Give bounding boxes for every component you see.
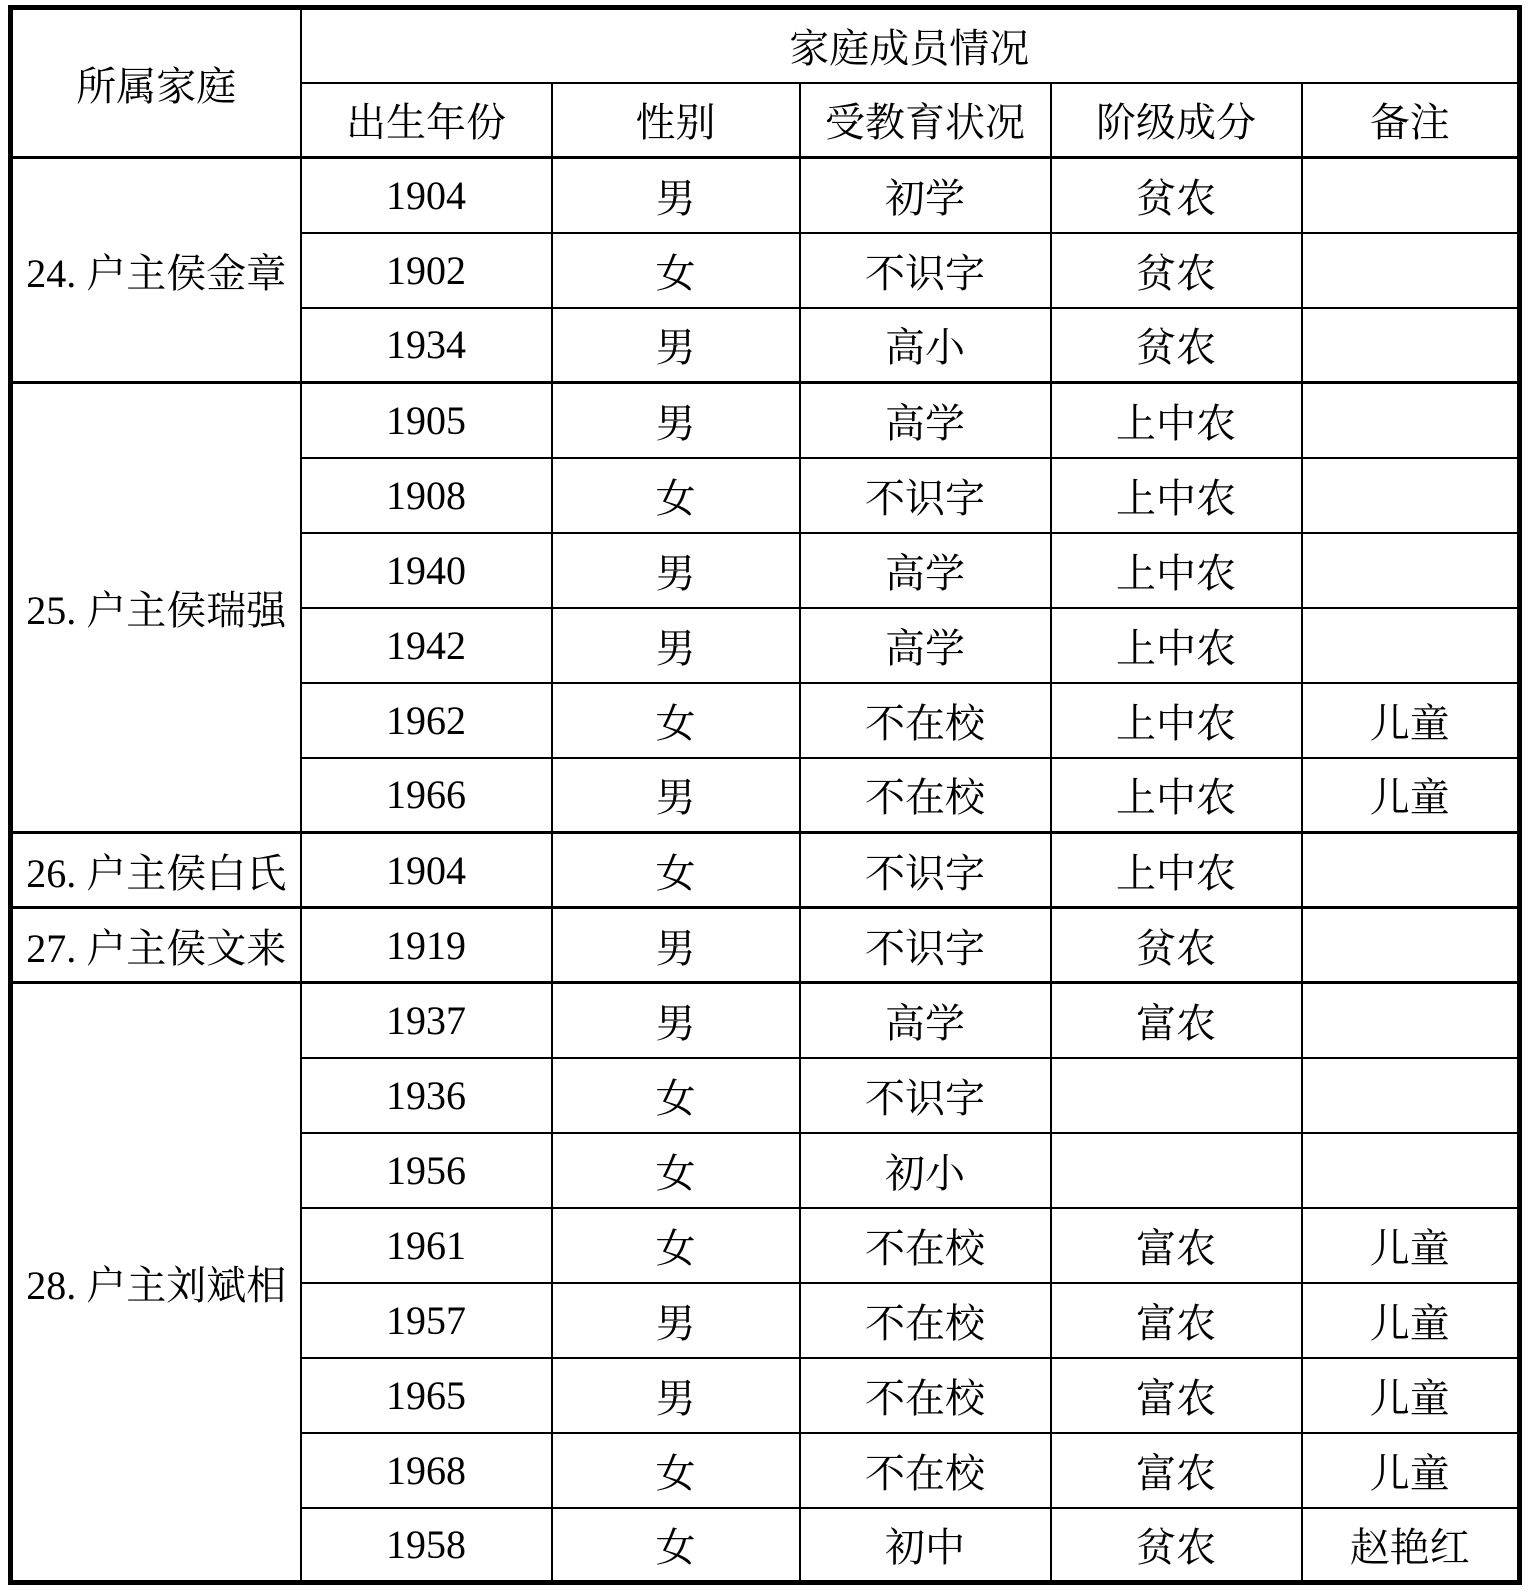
members-span-header: 家庭成员情况 [301,8,1520,83]
gender-cell: 女 [552,833,800,908]
gender-cell: 女 [552,1133,800,1208]
birth-year-cell: 1919 [301,908,552,983]
class-cell: 上中农 [1051,533,1302,608]
class-cell [1051,1133,1302,1208]
note-cell: 儿童 [1302,683,1520,758]
education-cell: 高小 [800,308,1051,383]
birth-year-cell: 1904 [301,833,552,908]
education-cell: 不在校 [800,1358,1051,1433]
note-cell [1302,533,1520,608]
gender-cell: 女 [552,1508,800,1583]
education-cell: 高学 [800,383,1051,458]
birth-year-cell: 1962 [301,683,552,758]
education-cell: 高学 [800,608,1051,683]
class-cell: 富农 [1051,1208,1302,1283]
gender-cell: 女 [552,1433,800,1508]
birth-year-cell: 1936 [301,1058,552,1133]
education-cell: 初学 [800,158,1051,233]
class-cell: 上中农 [1051,608,1302,683]
education-cell: 不在校 [800,1208,1051,1283]
birth-year-cell: 1965 [301,1358,552,1433]
note-cell: 儿童 [1302,1283,1520,1358]
note-cell [1302,1058,1520,1133]
education-cell: 不在校 [800,1433,1051,1508]
education-cell: 高学 [800,533,1051,608]
education-cell: 不识字 [800,458,1051,533]
subheader-gender: 性别 [552,83,800,158]
note-cell: 儿童 [1302,1433,1520,1508]
note-cell [1302,458,1520,533]
birth-year-cell: 1958 [301,1508,552,1583]
class-cell [1051,1058,1302,1133]
table-row [11,833,1520,908]
note-cell [1302,908,1520,983]
family-label-cell: 26. 户主侯白氏 [11,833,301,908]
note-cell: 儿童 [1302,1358,1520,1433]
class-cell: 贫农 [1051,308,1302,383]
class-cell: 上中农 [1051,758,1302,833]
gender-cell: 男 [552,608,800,683]
class-cell: 富农 [1051,1433,1302,1508]
birth-year-cell: 1940 [301,533,552,608]
education-cell: 初小 [800,1133,1051,1208]
gender-cell: 男 [552,908,800,983]
birth-year-cell: 1956 [301,1133,552,1208]
birth-year-cell: 1902 [301,233,552,308]
note-cell: 儿童 [1302,758,1520,833]
birth-year-cell: 1966 [301,758,552,833]
gender-cell: 女 [552,458,800,533]
subheader-education: 受教育状况 [800,83,1051,158]
class-cell: 贫农 [1051,908,1302,983]
family-label-cell: 28. 户主刘斌相 [11,983,301,1583]
gender-cell: 女 [552,1058,800,1133]
birth-year-cell: 1968 [301,1433,552,1508]
note-cell [1302,308,1520,383]
birth-year-cell: 1905 [301,383,552,458]
gender-cell: 男 [552,158,800,233]
gender-cell: 男 [552,383,800,458]
class-cell: 上中农 [1051,683,1302,758]
education-cell: 不在校 [800,683,1051,758]
class-cell: 富农 [1051,983,1302,1058]
education-cell: 不在校 [800,1283,1051,1358]
note-cell [1302,608,1520,683]
family-label-cell: 27. 户主侯文来 [11,908,301,983]
gender-cell: 男 [552,1358,800,1433]
note-cell [1302,833,1520,908]
gender-cell: 男 [552,533,800,608]
education-cell: 不识字 [800,908,1051,983]
gender-cell: 女 [552,233,800,308]
gender-cell: 男 [552,758,800,833]
education-cell: 高学 [800,983,1051,1058]
family-label-cell: 24. 户主侯金章 [11,158,301,383]
subheader-class-status: 阶级成分 [1051,83,1302,158]
birth-year-cell: 1942 [301,608,552,683]
table-row [11,983,1520,1058]
gender-cell: 女 [552,683,800,758]
birth-year-cell: 1904 [301,158,552,233]
note-cell [1302,233,1520,308]
class-cell: 贫农 [1051,158,1302,233]
class-cell: 上中农 [1051,458,1302,533]
class-cell: 贫农 [1051,1508,1302,1583]
birth-year-cell: 1934 [301,308,552,383]
family-label-cell: 25. 户主侯瑞强 [11,383,301,833]
family-column-header: 所属家庭 [11,8,301,158]
class-cell: 富农 [1051,1358,1302,1433]
table-row [11,908,1520,983]
note-cell [1302,383,1520,458]
table-row [11,383,1520,458]
education-cell: 不识字 [800,233,1051,308]
birth-year-cell: 1957 [301,1283,552,1358]
gender-cell: 男 [552,1283,800,1358]
birth-year-cell: 1937 [301,983,552,1058]
note-cell [1302,983,1520,1058]
education-cell: 不识字 [800,1058,1051,1133]
subheader-note: 备注 [1302,83,1520,158]
gender-cell: 男 [552,308,800,383]
household-registry-table [8,5,1522,1585]
table-row [11,158,1520,233]
education-cell: 初中 [800,1508,1051,1583]
subheader-birth-year: 出生年份 [301,83,552,158]
birth-year-cell: 1961 [301,1208,552,1283]
class-cell: 富农 [1051,1283,1302,1358]
note-cell: 赵艳红 [1302,1508,1520,1583]
education-cell: 不在校 [800,758,1051,833]
gender-cell: 女 [552,1208,800,1283]
education-cell: 不识字 [800,833,1051,908]
class-cell: 上中农 [1051,383,1302,458]
gender-cell: 男 [552,983,800,1058]
note-cell [1302,158,1520,233]
birth-year-cell: 1908 [301,458,552,533]
note-cell: 儿童 [1302,1208,1520,1283]
note-cell [1302,1133,1520,1208]
class-cell: 贫农 [1051,233,1302,308]
class-cell: 上中农 [1051,833,1302,908]
